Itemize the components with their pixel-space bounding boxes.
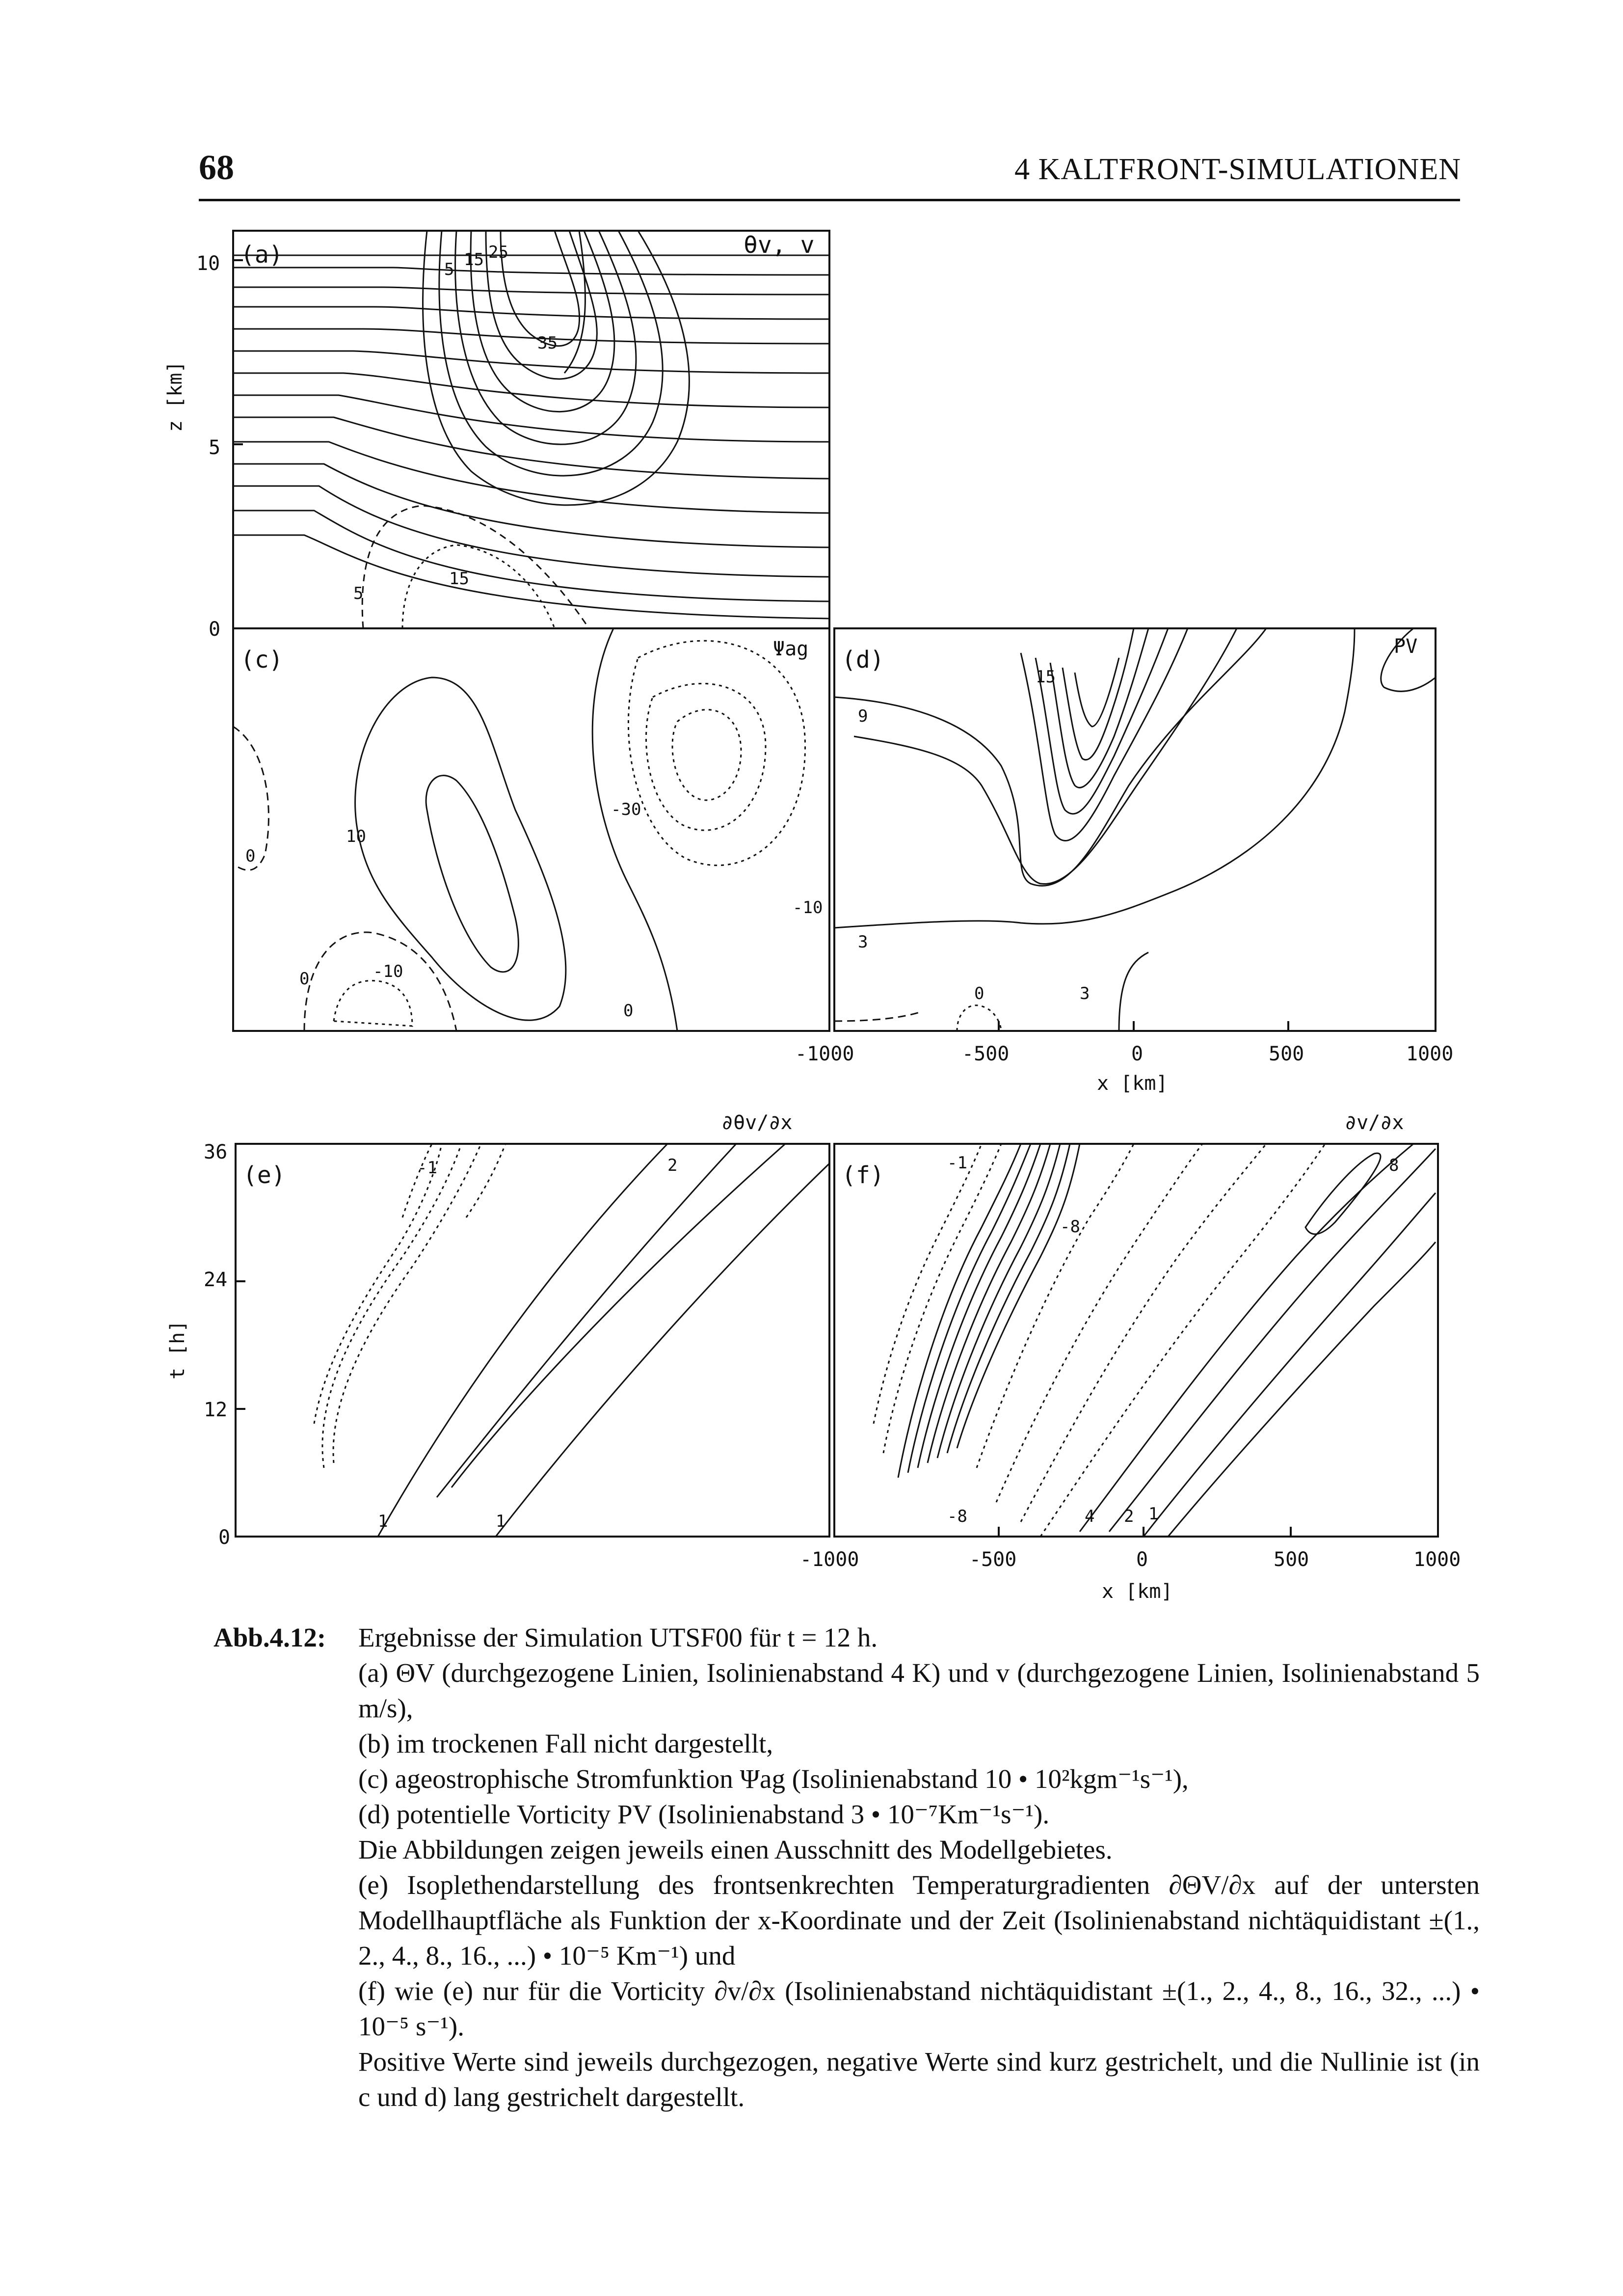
panel-c-quantity: Ψag [773,638,809,660]
panel-d-frame [834,628,1436,1031]
bottom-ytick-24: 24 [204,1269,228,1291]
annot-f-1: -1 [947,1153,967,1173]
bottom-xtick-500: 500 [1274,1548,1309,1571]
panel-d-label: (d) [842,646,884,674]
annot-e-2: 2 [667,1156,678,1175]
annot-d-1: 15 [1036,667,1056,687]
top-ytick-10: 10 [196,252,220,275]
panel-e-frame [236,1144,829,1537]
panel-a-contours [233,231,829,628]
annot-c-2: 10 [346,827,366,846]
caption-line-6: Die Abbildungen zeigen jeweils einen Ausschnitt des Modellgebietes. [358,1835,1113,1864]
top-xtick-m500: -500 [962,1043,1010,1065]
panel-a-quantity: θv, v [744,231,815,259]
annot-c-1: 0 [245,846,256,866]
annot-c-4: 0 [299,969,310,989]
annot-d-4: 0 [974,984,984,1003]
panel-c-frame [233,628,829,1031]
bottom-ytick-12: 12 [204,1399,228,1421]
annot-f-2: -8 [1060,1217,1080,1237]
caption-line-2: (a) ΘV (durchgezogene Linien, Isolinienabstand 4 K) und v (durchgezogene Linien, Isolinienabstand 5 m/s), [358,1658,1480,1723]
annot-a-6: 15 [449,569,469,589]
panel-f-quantity: ∂v/∂x [1345,1111,1404,1134]
top-xtick-500: 500 [1269,1043,1304,1065]
caption-line-7: (e) Isoplethendarstellung des frontsenkrechten Temperaturgradienten ∂ΘV/∂x auf der untersten Modellhauptfläche als Funktion der x-Koordinate und der Zeit (Isolinienabstand nichtäquidistant ±(1., 2., 4., 8., 16., ...) • 10⁻⁵ Km⁻¹) und [358,1870,1480,1971]
annot-f-5: 4 [1085,1507,1095,1526]
top-ylabel: z [km] [164,361,186,432]
top-xlabel: x [km] [1097,1072,1168,1095]
annot-f-7: 1 [1148,1504,1159,1524]
annot-d-5: 3 [1080,984,1090,1003]
annot-a-5: 5 [353,584,364,603]
bottom-xtick-1000: 1000 [1413,1548,1461,1571]
caption-line-5: (d) potentielle Vorticity PV (Isolinienabstand 3 • 10⁻⁷Km⁻¹s⁻¹). [358,1799,1050,1829]
panel-f-contours [874,1144,1436,1537]
panel-e-label: (e) [243,1162,286,1189]
caption-line-1: Ergebnisse der Simulation UTSF00 für t = 12 h. [358,1622,878,1652]
top-ytick-0: 0 [209,618,221,641]
bottom-xtick-m1000: -1000 [800,1548,859,1571]
tick-marks [233,260,1291,1537]
bottom-ytick-0: 0 [218,1526,231,1549]
annot-c-5: 0 [623,1001,634,1021]
page-number: 68 [199,148,234,187]
bottom-xtick-0: 0 [1136,1548,1148,1571]
annot-a-1: 5 [444,260,454,279]
panel-f-label: (f) [842,1162,884,1189]
panel-d-quantity: PV [1394,635,1418,658]
annot-e-4: 1 [496,1512,506,1531]
bottom-ytick-36: 36 [204,1141,228,1163]
annot-a-2: 15 [464,250,484,270]
annot-f-3: 8 [1389,1156,1399,1175]
annot-f-4: -8 [947,1507,967,1526]
annot-a-3: 25 [488,243,508,262]
annot-a-4: 35 [537,333,558,353]
annot-c-7: -10 [793,898,823,918]
caption-line-3: (b) im trockenen Fall nicht dargestellt, [358,1729,773,1758]
top-ytick-5: 5 [209,436,221,459]
top-xtick-1000: 1000 [1406,1043,1454,1065]
annot-e-1: -1 [417,1158,437,1178]
bottom-xtick-m500: -500 [969,1548,1017,1571]
annot-d-2: 9 [858,706,868,726]
top-xtick-m1000: -1000 [795,1043,854,1065]
caption-line-4: (c) ageostrophische Stromfunktion Ψag (Isolinienabstand 10 • 10²kgm⁻¹s⁻¹), [358,1764,1189,1794]
panel-d-contours [834,628,1436,1031]
panel-a-frame [233,231,829,628]
panel-c-contours [233,628,805,1031]
bottom-ylabel: t [h] [166,1320,189,1379]
bottom-xlabel: x [km] [1102,1580,1173,1603]
panel-e-quantity: ∂θv/∂x [721,1111,793,1134]
panel-c-label: (c) [240,646,283,674]
annot-e-3: 1 [378,1512,388,1531]
figure-caption [213,1620,1480,2115]
caption-line-8: (f) wie (e) nur für die Vorticity ∂v/∂x (Isolinienabstand nichtäquidistant ±(1., 2., 4., 8., 16., 32., ...) • 10⁻⁵ s⁻¹). [358,1976,1480,2041]
annot-c-6: -30 [611,800,641,819]
annot-c-3: -10 [373,962,403,981]
top-xtick-0: 0 [1131,1043,1144,1065]
panel-a-label: (a) [240,241,283,269]
panel-e-contours [314,1144,829,1537]
caption-label: Abb.4.12: [213,1622,326,1652]
annot-d-3: 3 [858,932,868,952]
chapter-title: 4 KALTFRONT-SIMULATIONEN [1014,153,1461,186]
caption-line-9: Positive Werte sind jeweils durchgezogen, negative Werte sind kurz gestrichelt, und die Nullinie ist (in c und d) lang gestrichelt dargestellt. [358,2047,1480,2112]
annot-f-6: 2 [1124,1507,1134,1526]
